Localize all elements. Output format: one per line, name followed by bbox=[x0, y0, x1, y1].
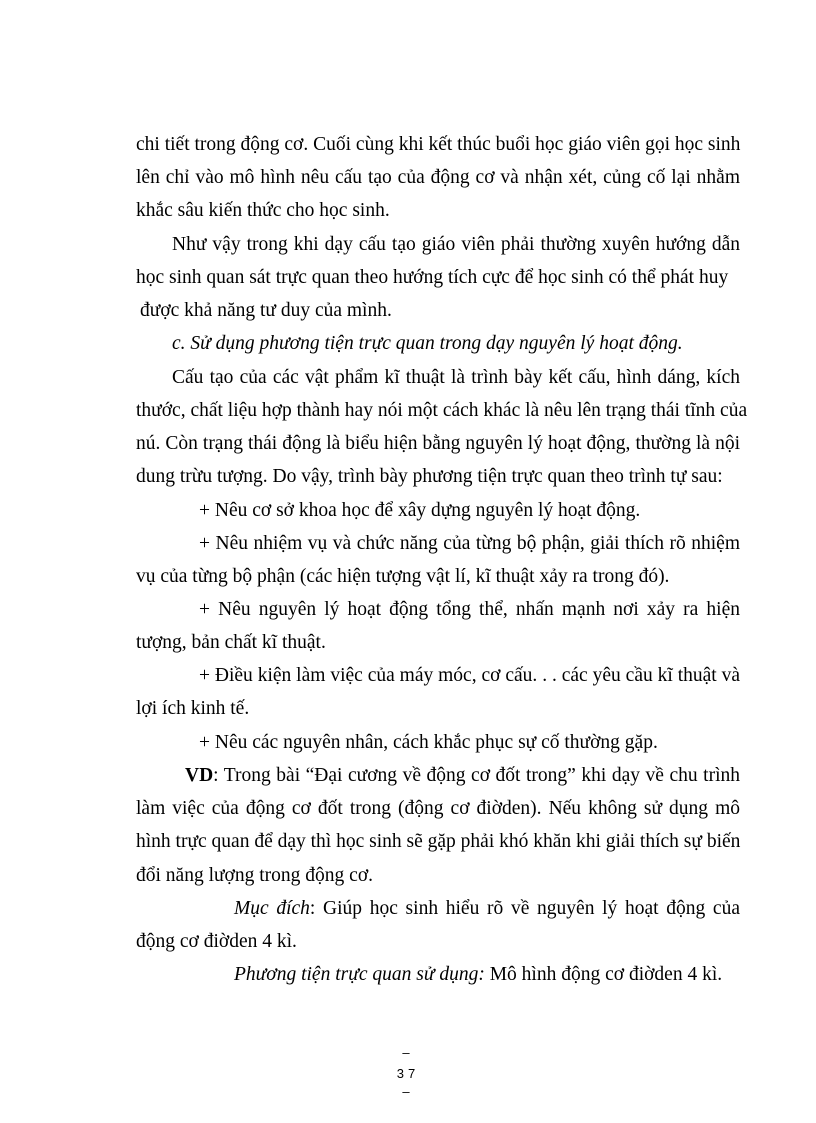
bullet-item: + Nêu các nguyên nhân, cách khắc phục sự cố thường gặp. bbox=[199, 732, 658, 753]
equipment-text: Mô hình động cơ điờden 4 kì. bbox=[484, 964, 723, 985]
text-line: học sinh quan sát trực quan theo hướng tích cực để học sinh có thể phát huy bbox=[136, 267, 729, 288]
text-line: được khả năng tư duy của mình. bbox=[140, 300, 392, 321]
page-number: 37 bbox=[396, 1066, 420, 1081]
text-line: vụ của từng bộ phận (các hiện tượng vật lí, kĩ thuật xảy ra trong đó). bbox=[136, 566, 670, 587]
text-line: đổi năng lượng trong động cơ. bbox=[136, 865, 373, 886]
text-line: Cấu tạo của các vật phẩm kĩ thuật là trình bày kết cấu, hình dáng, kích bbox=[172, 367, 740, 388]
text-line: thước, chất liệu hợp thành hay nói một cách khác là nêu lên trạng thái tĩnh của bbox=[136, 400, 748, 421]
text-line: làm việc của động cơ đốt trong (động cơ điờden). Nếu không sử dụng mô bbox=[136, 798, 740, 819]
text-line: tượng, bản chất kĩ thuật. bbox=[136, 632, 326, 653]
text-line: chi tiết trong động cơ. Cuối cùng khi kết thúc buổi học giáo viên gọi học sinh bbox=[136, 134, 741, 155]
text-line: lợi ích kinh tế. bbox=[136, 698, 250, 719]
text-line: động cơ điờden 4 kì. bbox=[136, 931, 297, 952]
bullet-item: + Nêu nguyên lý hoạt động tổng thể, nhấn mạnh nơi xảy ra hiện bbox=[199, 599, 740, 620]
footer-dash-bottom: – bbox=[402, 1084, 414, 1099]
example-line bbox=[185, 764, 740, 788]
purpose-line bbox=[234, 897, 740, 921]
example-label: VD bbox=[185, 765, 214, 786]
equipment-label: Phương tiện trực quan sử dụng: bbox=[234, 964, 485, 985]
text-line: hình trực quan để dạy thì học sinh sẽ gặp phải khó khăn khi giải thích sự biến bbox=[136, 831, 741, 852]
example-text: : Trong bài “Đại cương về động cơ đốt trong” khi dạy về chu trình bbox=[213, 765, 740, 786]
text-line: nú. Còn trạng thái động là biểu hiện bằng nguyên lý hoạt động, thường là nội bbox=[136, 433, 740, 454]
purpose-text: : Giúp học sinh hiểu rõ về nguyên lý hoạt động của bbox=[309, 898, 740, 919]
text-line: khắc sâu kiến thức cho học sinh. bbox=[136, 200, 390, 221]
footer-dash-top: – bbox=[402, 1045, 414, 1060]
purpose-label: Mục đích bbox=[234, 898, 310, 919]
text-line: lên chỉ vào mô hình nêu cấu tạo của động cơ và nhận xét, củng cố lại nhằm bbox=[136, 167, 740, 188]
text-line: dung trừu tượng. Do vậy, trình bày phương tiện trực quan theo trình tự sau: bbox=[136, 466, 723, 487]
bullet-item: + Nêu cơ sở khoa học để xây dựng nguyên lý hoạt động. bbox=[199, 500, 641, 521]
bullet-item: + Nêu nhiệm vụ và chức năng của từng bộ phận, giải thích rõ nhiệm bbox=[199, 533, 740, 554]
bullet-item: + Điều kiện làm việc của máy móc, cơ cấu. . . các yêu cầu kĩ thuật và bbox=[199, 665, 740, 686]
equipment-line bbox=[234, 963, 816, 987]
text-line: Như vậy trong khi dạy cấu tạo giáo viên phải thường xuyên hướng dẫn bbox=[172, 234, 740, 255]
section-heading: c. Sử dụng phương tiện trực quan trong dạy nguyên lý hoạt động. bbox=[172, 333, 683, 354]
